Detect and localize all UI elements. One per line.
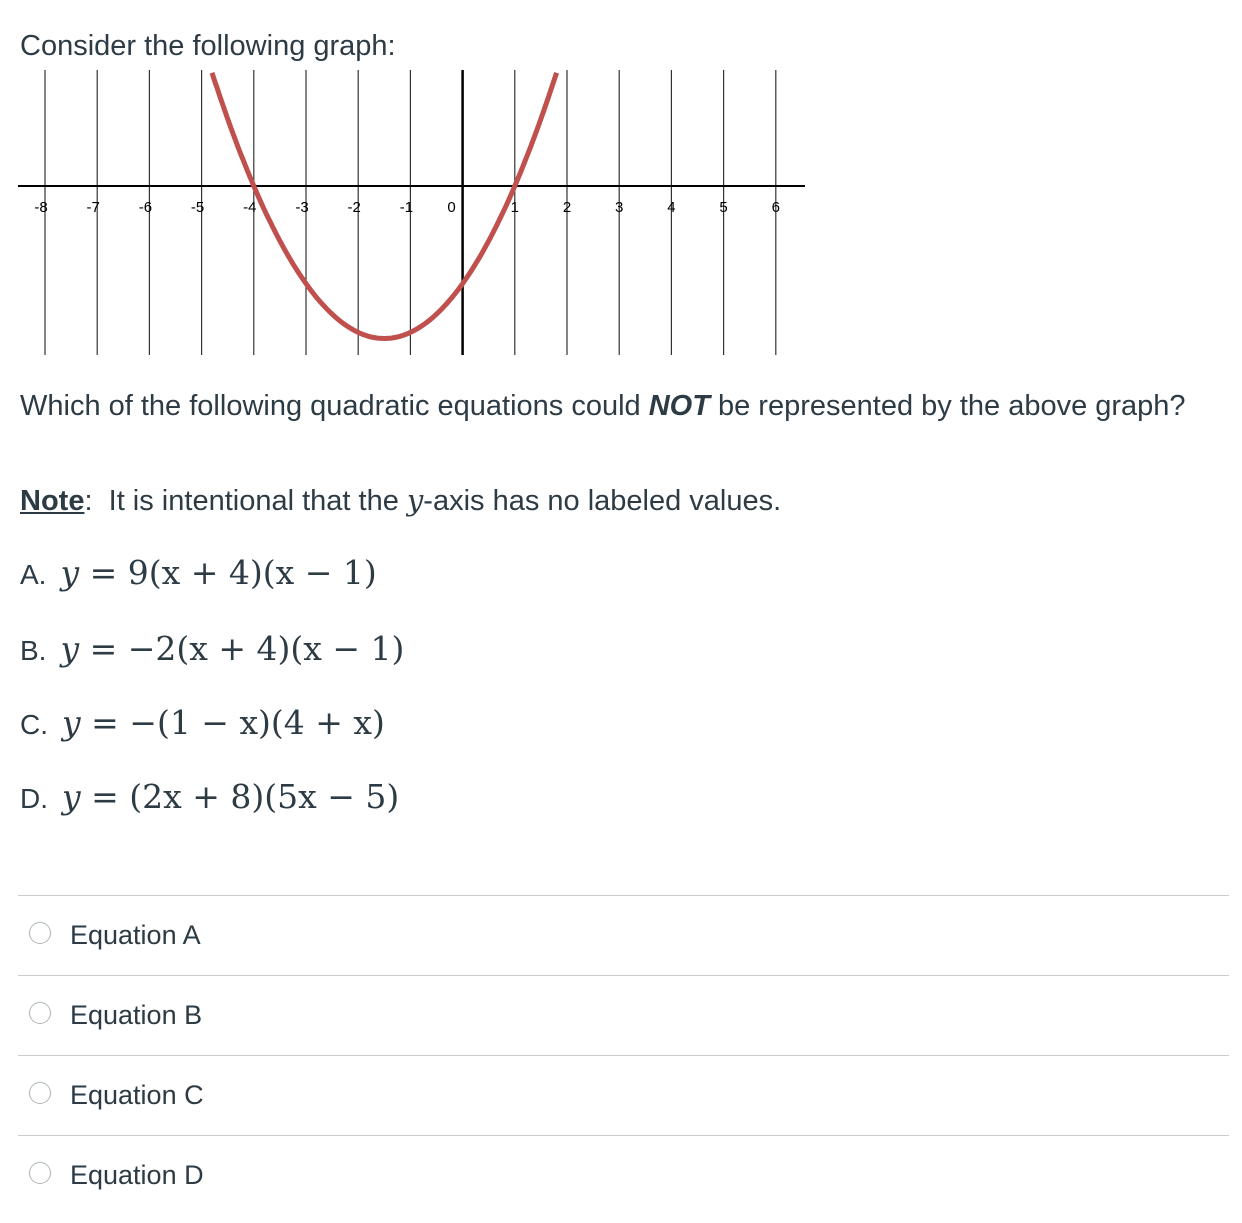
radio-button[interactable] <box>29 1162 51 1184</box>
tick-label: -2 <box>347 199 361 216</box>
tick-label: -7 <box>86 199 100 216</box>
equation-a: A. y = 9(x + 4)(x − 1) <box>20 553 377 592</box>
answer-option-c[interactable] <box>18 1055 1229 1135</box>
note-text: Note: It is intentional that the y-axis has no labeled values. <box>20 483 782 517</box>
tick-label: 6 <box>771 199 780 216</box>
tick-label: 2 <box>562 199 572 216</box>
question-emphasis: NOT <box>648 390 710 422</box>
answer-label: Equation D <box>70 1160 204 1190</box>
answer-label: Equation A <box>70 920 201 950</box>
tick-label: 5 <box>719 199 728 216</box>
quadratic-graph <box>0 60 820 360</box>
answer-label: Equation B <box>70 1000 203 1030</box>
tick-label: -5 <box>190 199 205 216</box>
tick-label: -8 <box>34 199 48 216</box>
parabola-curve <box>212 73 557 339</box>
tick-label: 3 <box>615 199 624 216</box>
tick-label: -1 <box>399 199 414 216</box>
answer-option-d[interactable] <box>18 1135 1229 1215</box>
tick-label: 4 <box>667 199 676 216</box>
equation-d: D. y = (2x + 8)(5x − 5) <box>20 777 400 816</box>
tick-label: -3 <box>295 199 309 216</box>
tick-label: -6 <box>138 199 153 216</box>
y-variable: y <box>406 483 424 517</box>
answer-option-b[interactable] <box>18 975 1229 1055</box>
tick-label: -4 <box>243 199 257 216</box>
radio-button[interactable] <box>29 1002 51 1024</box>
note-label: Note <box>20 485 85 517</box>
answer-label: Equation C <box>70 1080 204 1110</box>
equation-c: C. y = −(1 − x)(4 + x) <box>20 703 385 742</box>
tick-label: 1 <box>510 199 519 216</box>
question-text: Which of the following quadratic equations could NOT be represented by the above graph? <box>20 390 1186 422</box>
prompt-text: Consider the following graph: <box>20 30 396 62</box>
tick-label: 0 <box>447 199 456 216</box>
radio-button[interactable] <box>29 1082 51 1104</box>
equation-b: B. y = −2(x + 4)(x − 1) <box>20 629 405 668</box>
answer-list <box>18 895 1229 1215</box>
answer-option-a[interactable] <box>18 895 1229 975</box>
tick-labels <box>34 199 780 216</box>
radio-button[interactable] <box>29 922 51 944</box>
